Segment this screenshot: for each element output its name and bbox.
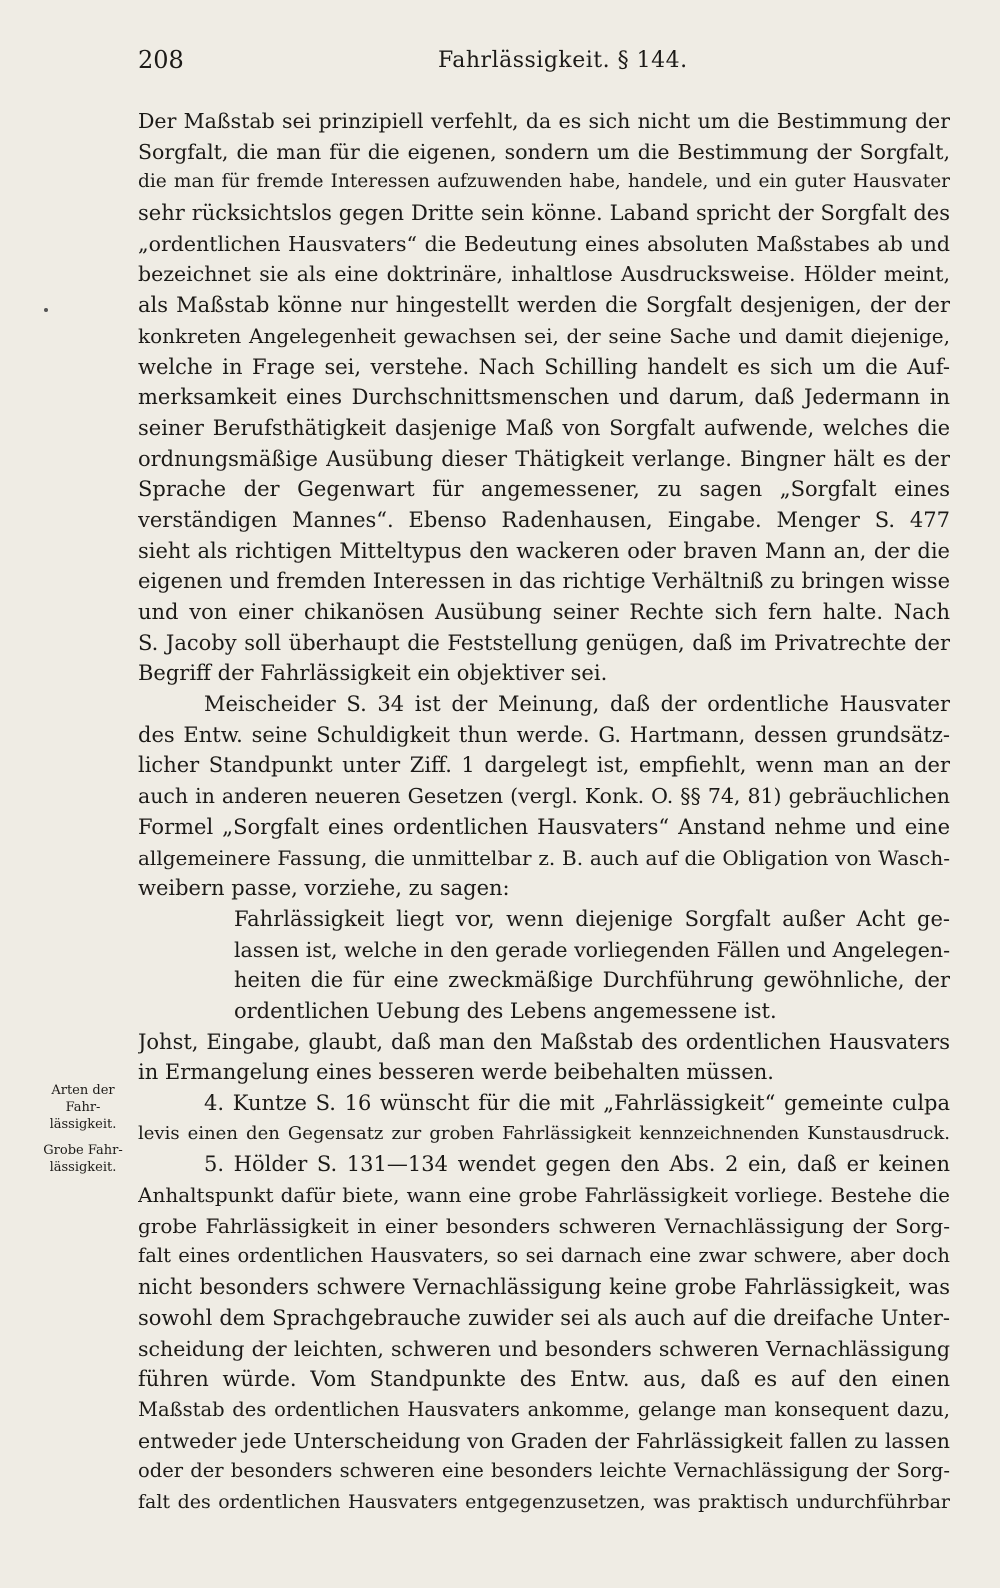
text-line: konkreten Angelegenheit gewachsen sei, der seine Sache und damit diejenige,	[138, 323, 950, 348]
text-line: Formel „Sorgfalt eines ordentlichen Hausvaters“ Anstand nehme und eine	[138, 814, 950, 839]
text-line: sehr rücksichtslos gegen Dritte sein könne. Laband spricht der Sorgfalt des	[138, 201, 950, 226]
text-line: 5. Hölder S. 131—134 wendet gegen den Abs. 2 ein, daß er keinen	[204, 1152, 950, 1177]
text-line: nicht besonders schwere Vernachlässigung keine grobe Fahrlässigkeit, was	[138, 1275, 950, 1300]
text-line: S. Jacoby soll überhaupt die Feststellung genügen, daß im Privatrechte der	[138, 630, 950, 655]
text-line: welche in Frage sei, verstehe. Nach Schilling handelt es sich um die Auf-	[138, 354, 950, 379]
text-line: sowohl dem Sprachgebrauche zuwider sei als auch auf die dreifache Unter-	[138, 1305, 950, 1330]
text-line: eigenen und fremden Interessen in das richtige Verhältniß zu bringen wisse	[138, 569, 950, 594]
text-line: seiner Berufsthätigkeit dasjenige Maß von Sorgfalt aufwende, welches die	[138, 415, 950, 440]
text-line: Sprache der Gegenwart für angemessener, zu sagen „Sorgfalt eines	[138, 477, 950, 502]
page-header	[138, 46, 950, 82]
text-line: entweder jede Unterscheidung von Graden der Fahrlässigkeit fallen zu lassen	[138, 1428, 950, 1453]
text-line: levis einen den Gegensatz zur groben Fahrlässigkeit kennzeichnenden Kunstausdruck.	[138, 1122, 950, 1144]
text-line: scheidung der leichten, schweren und besonders schweren Vernachlässigung	[138, 1336, 950, 1361]
text-line: auch in anderen neueren Gesetzen (vergl. Konk. O. §§ 74, 81) gebräuchlichen	[138, 784, 950, 809]
text-line: Meischeider S. 34 ist der Meinung, daß der ordentliche Hausvater	[204, 692, 950, 717]
text-line: Johst, Eingabe, glaubt, daß man den Maßstab des ordentlichen Hausvaters	[138, 1029, 950, 1054]
text-line: „ordentlichen Hausvaters“ die Bedeutung eines absoluten Maßstabes ab und	[138, 231, 950, 256]
text-line: merksamkeit eines Durchschnittsmenschen und darum, daß Jedermann in	[138, 385, 950, 410]
ink-spot	[44, 308, 48, 312]
margin-note-grobe: Grobe Fahr- lässigkeit.	[43, 1143, 123, 1175]
text-line: grobe Fahrlässigkeit in einer besonders schweren Vernachlässigung der Sorg-	[138, 1213, 950, 1238]
text-line: Begriff der Fahrlässigkeit ein objektiver sei.	[138, 661, 608, 686]
quote-line: lassen ist, welche in den gerade vorliegenden Fällen und Angelegen-	[234, 937, 950, 962]
text-line: führen würde. Vom Standpunkte des Entw. aus, daß es auf den einen	[138, 1367, 950, 1392]
running-head: Fahrlässigkeit. § 144.	[438, 48, 688, 73]
quote-line: Fahrlässigkeit liegt vor, wenn diejenige Sorgfalt außer Acht ge-	[234, 906, 950, 931]
text-line: oder der besonders schweren eine besonders leichte Vernachlässigung der Sorg-	[138, 1459, 950, 1483]
text-line: ordnungsmäßige Ausübung dieser Thätigkeit verlange. Bingner hält es der	[138, 446, 950, 471]
text-line: falt eines ordentlichen Hausvaters, so sei darnach eine zwar schwere, aber doch	[138, 1244, 950, 1268]
text-line: bezeichnet sie als eine doktrinäre, inhaltlose Ausdrucksweise. Hölder meint,	[138, 262, 950, 287]
text-line: als Maßstab könne nur hingestellt werden die Sorgfalt desjenigen, der der	[138, 293, 950, 318]
text-line: Anhaltspunkt dafür biete, wann eine grobe Fahrlässigkeit vorliege. Bestehe die	[138, 1183, 950, 1208]
text-line: in Ermangelung eines besseren werde beibehalten müssen.	[138, 1060, 774, 1085]
text-line: falt des ordentlichen Hausvaters entgegenzusetzen, was praktisch undurchführbar	[138, 1490, 950, 1513]
text-line: licher Standpunkt unter Ziff. 1 dargelegt ist, empfiehlt, wenn man an der	[138, 753, 950, 778]
text-line: 4. Kuntze S. 16 wünscht für die mit „Fahrlässigkeit“ gemeinte culpa	[204, 1091, 950, 1115]
margin-note-arten: Arten der Fahr- lässigkeit.	[49, 1083, 117, 1132]
text-line: des Entw. seine Schuldigkeit thun werde. G. Hartmann, dessen grundsätz-	[138, 722, 950, 747]
text-line: Maßstab des ordentlichen Hausvaters ankomme, gelange man konsequent dazu,	[138, 1397, 950, 1421]
text-line: Der Maßstab sei prinzipiell verfehlt, da es sich nicht um die Bestimmung der	[138, 109, 950, 133]
text-line: und von einer chikanösen Ausübung seiner Rechte sich fern halte. Nach	[138, 600, 950, 624]
text-line: weibern passe, vorziehe, zu sagen:	[138, 876, 510, 901]
quote-line: heiten die für eine zweckmäßige Durchführung gewöhnliche, der	[234, 968, 950, 993]
text-line: sieht als richtigen Mitteltypus den wackeren oder braven Mann an, der die	[138, 538, 950, 563]
text-line: verständigen Mannes“. Ebenso Radenhausen, Eingabe. Menger S. 477	[138, 507, 950, 532]
text-line: Sorgfalt, die man für die eigenen, sondern um die Bestimmung der Sorgfalt,	[138, 139, 950, 164]
text-line: allgemeinere Fassung, die unmittelbar z. B. auch auf die Obligation von Wasch-	[138, 845, 950, 870]
text-line: die man für fremde Interessen aufzuwenden habe, handele, und ein guter Hausvater	[138, 171, 950, 193]
body-text	[138, 106, 950, 1518]
page-number: 208	[138, 46, 184, 74]
quote-line: ordentlichen Uebung des Lebens angemessene ist.	[234, 998, 777, 1023]
